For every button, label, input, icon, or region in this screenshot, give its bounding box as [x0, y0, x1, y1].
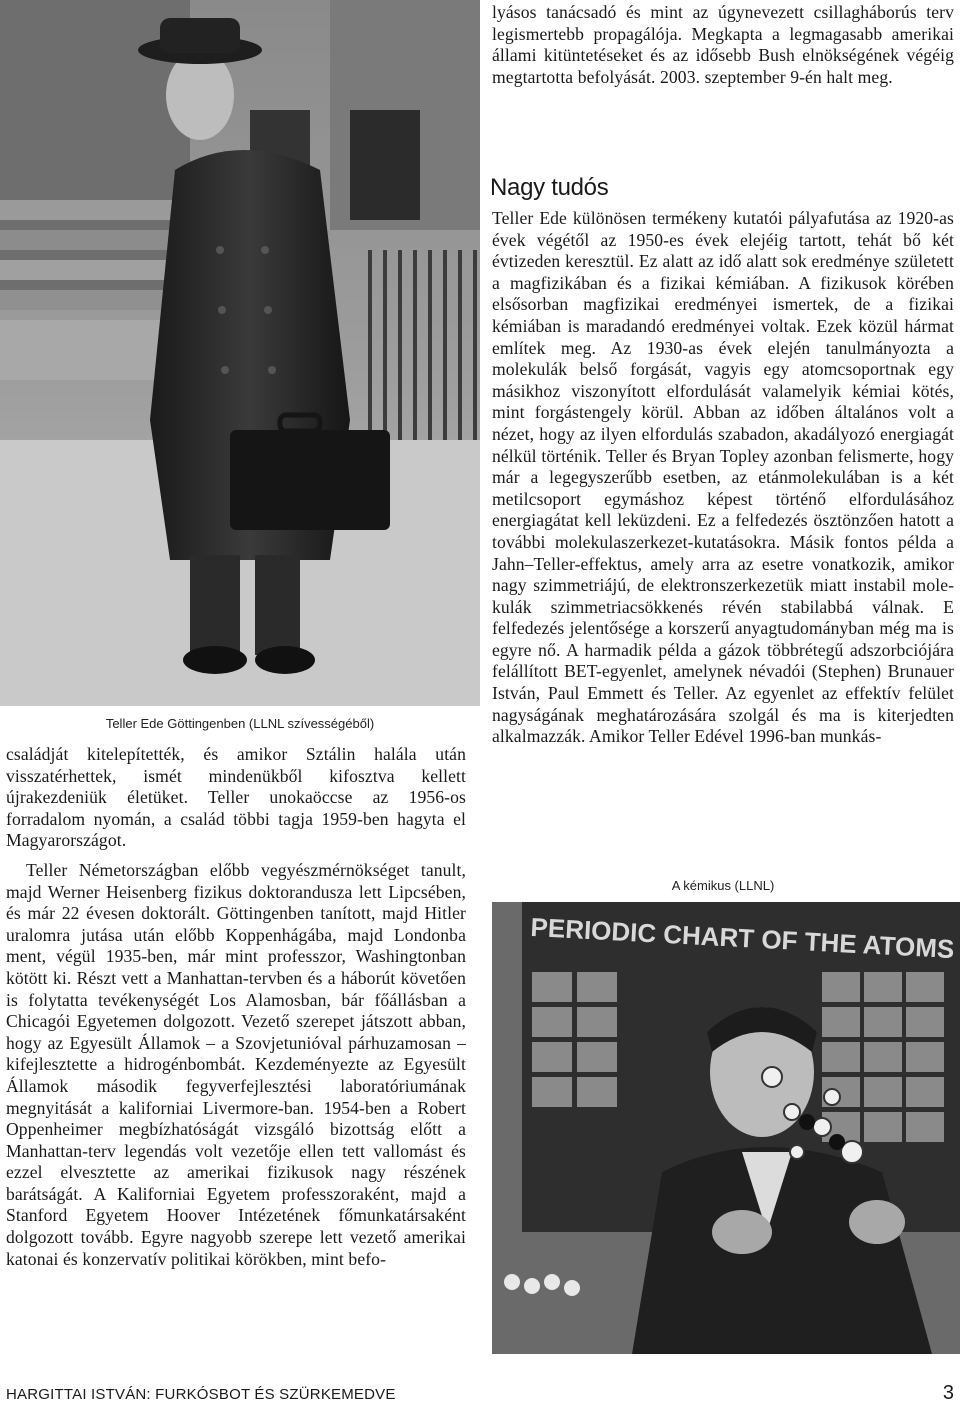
caption-chemist: A kémikus (LLNL): [671, 878, 775, 893]
photo-chemist: [492, 902, 960, 1354]
section-title: Nagy tudós: [490, 173, 609, 201]
right-body-paragraph: Teller Ede különösen termékeny kutatói pályafutása az 1920-as évek végétől az 1950-es évek elejéig tartott, tehát bő két évtizeden keresztül. Ez alatt az idő alatt sok eredménye született a magfizikában és a fizikai kémiában. A fizikusok körében elsősorban magfizikai eredményei ismertek, de a fizikai kémiában is maradandó eredményei voltak. Ezek közül hármat említek meg. Az 1930-as évek elején tanulmányozta a molekulák belső forgását, vagyis egy atomcsoportnak egy másikhoz viszonyított elfordulását valamelyik kémiai kötés, mint forgástengely körül. Abban az időben általános volt a nézet, hogy az ilyen elfordulás szabadon, akadályozó energiagát nélkül történik. Teller és Bryan Topley azonban felismerte, hogy már a legegyszerűbb esetben, az etánmolekulában is a két metilcsoport egymáshoz képest történő elfordulásához energiagátat kell leküzdeni. Ez a felfedezés ösztönzően hatott a további molekulaszerkezet-kutatásokra. Másik fontos példa a Jahn–Teller-effektus, amely arra az esetre vonatkozik, amikor nagy szimmetriájú, de elektronszerkezetük miatt instabil molekulák szimmetriacsökkenés révén stabilabbá válnak. E felfedezés jelentősége a korszerű anyagtudományban még ma is egyre nő. A harmadik példa a gázok többrétegű adszorbciójára felállított BET-egyenlet, amelynek névadói (Stephen) Brunauer István, Paul Emmett és Teller. Az egyenlet az effektív felület nagyságának meghatározására szolgál és ma is kiterjedten alkalmazzák. Amikor Teller Edével 1996-ban munkás-: [492, 208, 954, 747]
page-number: 3: [942, 1382, 954, 1404]
caption-teller-gottingen: Teller Ede Göttingenben (LLNL szívességéből): [105, 716, 375, 731]
footer-title: HARGITTAI ISTVÁN: FURKÓSBOT ÉS SZÜRKEMEDVE: [6, 1386, 396, 1403]
right-intro-paragraph: lyásos tanácsadó és mint az úgynevezett csillagháborús terv legismertebb propagálója. Megkapta a legmagasabb amerikai állami kitüntetéseket és az idősebb Bush elnökségének végéig megtartotta befolyását. 2003. szeptember 9-én halt meg.: [492, 2, 954, 87]
periodic-chart-heading: PERIODIC CHART OF THE ATOMS: [529, 911, 956, 965]
left-column: [6, 744, 466, 1270]
right-column-body: [492, 208, 954, 748]
left-paragraph-1: családját kitelepítették, és amikor Sztálin halála után visszatérhettek, ismét mindenükből kifosztva kellett újrakezdeniük életüket. Teller unokaöccse az 1956-os forradalom nyomán, a család többi tagja 1959-ben hagyta el Magyarországot.: [6, 744, 466, 851]
photo-teller-gottingen: [0, 0, 480, 706]
photo-chemist-art: [492, 902, 960, 1354]
footer-rule: [0, 1378, 960, 1379]
right-column-intro: [492, 2, 954, 88]
photo-teller-gottingen-art: [0, 0, 480, 706]
left-paragraph-2: Teller Németországban előbb vegyészmérnökséget tanult, majd Werner Heisenberg fizikus doktorandusza lett Lipcsében, és már 22 évesen doktorált. Göttingenben tanított, majd Hitler uralomra jutása után előbb Koppenhágába, majd Londonba ment, végül 1935-ben, már mint professzor, Washingtonban kötött ki. Részt vett a Manhattan-tervben és a háborút követően is folytatta tevékenységét Los Alamosban, bár főállásban a Chicagói Egyetemen dolgozott. Vezető szerepet játszott abban, hogy az Egyesült Államok – a Szovjetunióval párhuzamosan – kifejlesztette a hidrogénbombát. Kezdeményezte az Egyesült Államok második fegyverfejlesztési laboratóriumának megnyitását a kaliforniai Livermore-ban. 1954-ben a Robert Oppenheimer megbízhatóságát vizsgáló bizottság előtt a Manhattan-terv legendás volt vezetője ellen tett vallomást és ezzel elvesztette az amerikai fizikusok nagy részének barátságát. A Kaliforniai Egyetem professzoraként, majd a Stanford Egyetem Hoover Intézetének főmunkatársaként dolgozott tovább. Egyre nagyobb szerepe lett vezető amerikai katonai és konzervatív politikai körökben, mint befo-: [6, 859, 466, 1269]
